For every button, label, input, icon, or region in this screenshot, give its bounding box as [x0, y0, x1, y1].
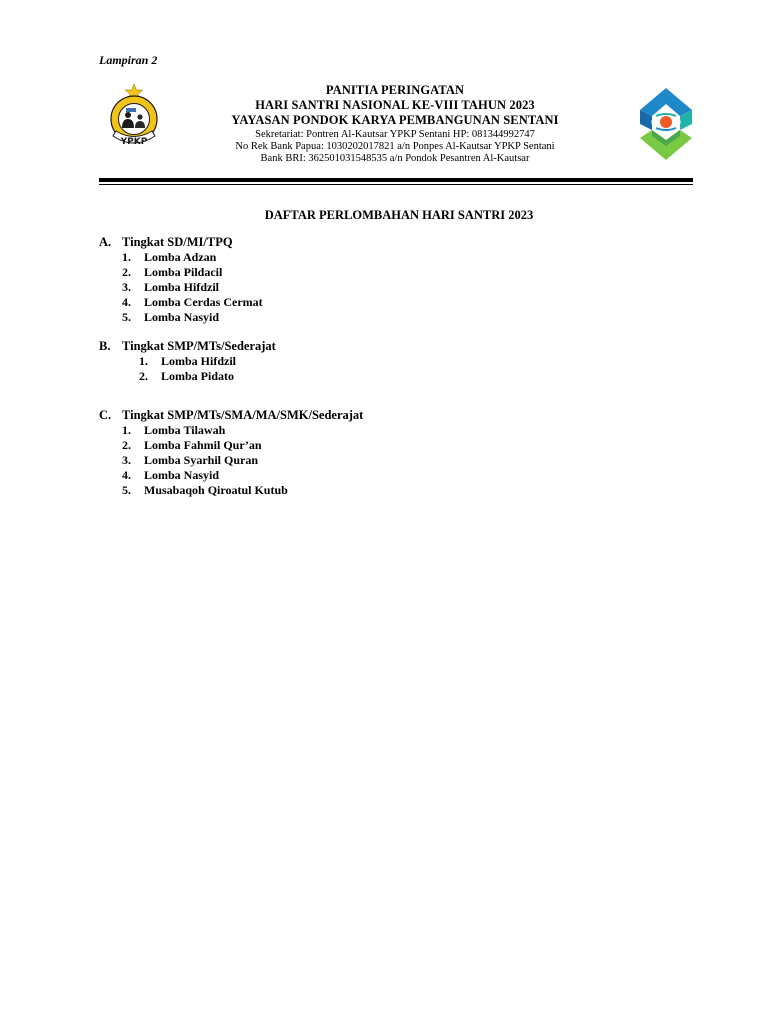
list-item [99, 280, 263, 295]
list-item [99, 438, 363, 453]
item-number: 2. [122, 438, 131, 452]
emblem-logo-icon [632, 86, 700, 162]
item-label: Lomba Hifdzil [144, 280, 220, 294]
ypkp-logo-icon [97, 84, 171, 154]
item-label: Lomba Adzan [144, 250, 217, 264]
header-divider-thick [99, 178, 693, 182]
section-title: Tingkat SMP/MTs/SMA/MA/SMK/Sederajat [122, 408, 364, 422]
section-c [99, 408, 363, 498]
section-heading [99, 235, 263, 250]
list-item [99, 483, 363, 498]
item-label: Lomba Cerdas Cermat [144, 295, 263, 309]
header-line-event: HARI SANTRI NASIONAL KE-VIII TAHUN 2023 [255, 98, 535, 112]
list-item [99, 295, 263, 310]
list-item [99, 250, 263, 265]
item-label: Lomba Pildacil [144, 265, 223, 279]
document-title: DAFTAR PERLOMBAHAN HARI SANTRI 2023 [264, 208, 534, 222]
item-number: 5. [122, 310, 131, 324]
item-number: 2. [122, 265, 131, 279]
item-label: Musabaqoh Qiroatul Kutub [144, 483, 288, 497]
list-item [99, 265, 263, 280]
ypkp-logo-text: YPKP [120, 137, 148, 147]
item-number: 1. [122, 423, 131, 437]
header-divider-thin [99, 184, 693, 185]
section-letter: A. [99, 235, 112, 249]
list-item [99, 453, 363, 468]
section-title: Tingkat SMP/MTs/Sederajat [122, 339, 276, 353]
item-label: Lomba Hifdzil [161, 354, 237, 368]
item-label: Lomba Tilawah [144, 423, 226, 437]
header-bank-bri: Bank BRI: 362501031548535 a/n Pondok Pesantren Al-Kautsar [260, 153, 530, 164]
item-number: 2. [139, 369, 148, 383]
item-label: Lomba Fahmil Qur’an [144, 438, 262, 452]
item-number: 4. [122, 295, 131, 309]
item-label: Lomba Pidato [161, 369, 235, 383]
list-item [99, 310, 263, 325]
item-number: 1. [122, 250, 131, 264]
section-b [99, 339, 276, 384]
item-label: Lomba Syarhil Quran [144, 453, 259, 467]
attachment-label: Lampiran 2 [99, 53, 158, 67]
list-item [99, 369, 276, 384]
item-number: 4. [122, 468, 131, 482]
item-number: 3. [122, 280, 131, 294]
item-label: Lomba Nasyid [144, 310, 220, 324]
section-heading [99, 408, 363, 423]
header-line-foundation: YAYASAN PONDOK KARYA PEMBANGUNAN SENTANI [231, 113, 559, 127]
letterhead [180, 83, 610, 165]
list-item [99, 354, 276, 369]
section-a [99, 235, 263, 325]
section-letter: C. [99, 408, 112, 422]
header-secretariat: Sekretariat: Pontren Al-Kautsar YPKP Sentani HP: 081344992747 [255, 129, 535, 140]
list-item [99, 423, 363, 438]
section-letter: B. [99, 339, 111, 353]
list-item [99, 468, 363, 483]
header-line-committee: PANITIA PERINGATAN [325, 83, 465, 97]
header-bank-papua: No Rek Bank Papua: 1030202017821 a/n Ponpes Al-Kautsar YPKP Sentani [235, 141, 555, 152]
item-number: 3. [122, 453, 131, 467]
section-heading [99, 339, 276, 354]
item-label: Lomba Nasyid [144, 468, 220, 482]
item-number: 1. [139, 354, 148, 368]
section-title: Tingkat SD/MI/TPQ [122, 235, 233, 249]
item-number: 5. [122, 483, 131, 497]
